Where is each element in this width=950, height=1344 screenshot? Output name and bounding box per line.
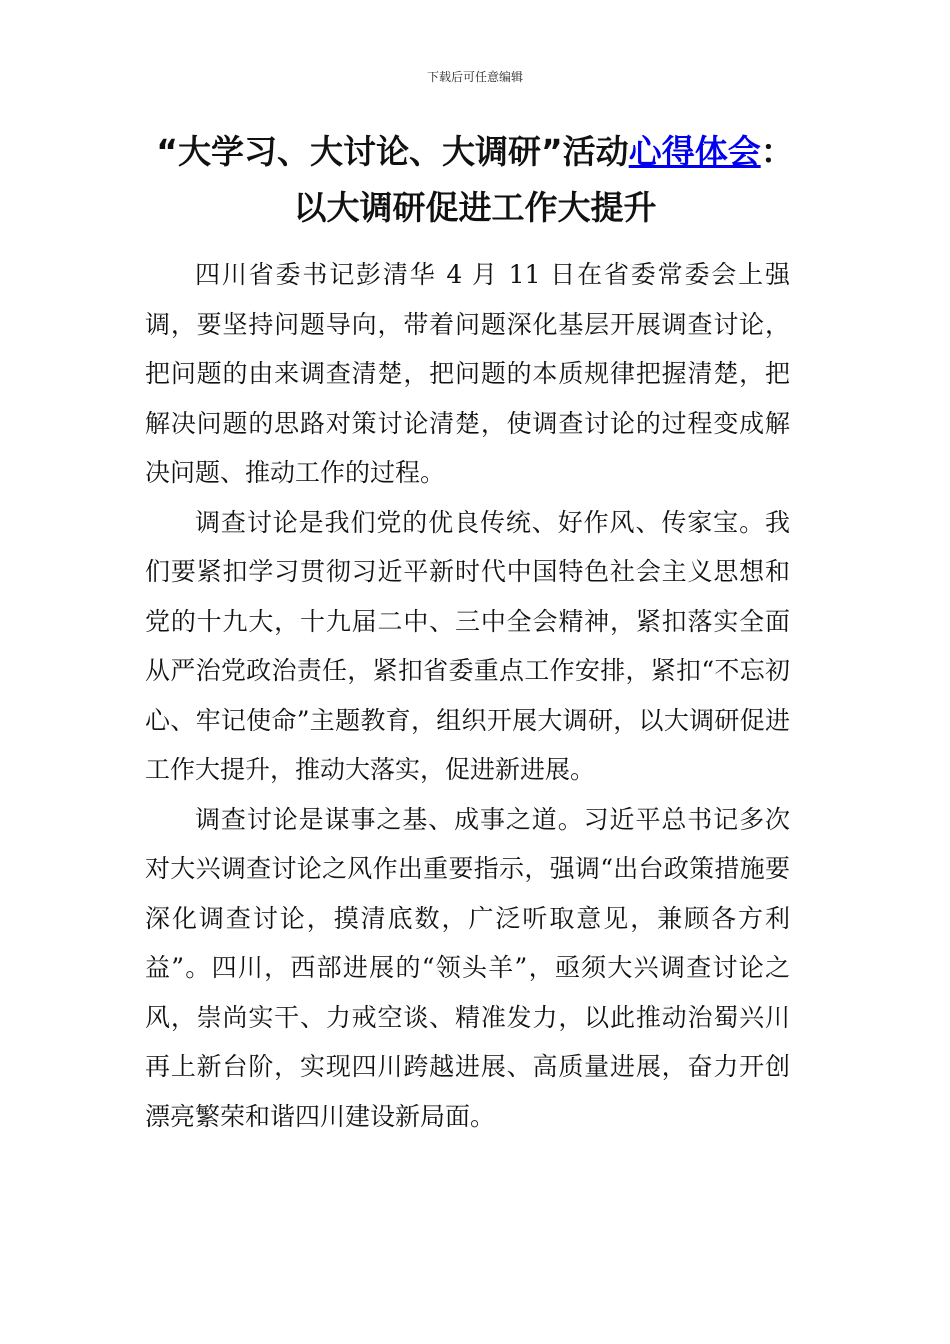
title-link[interactable]: 心得体会 bbox=[628, 132, 761, 171]
title-suffix: ：以大调研促进工作大提升 bbox=[293, 132, 794, 227]
paragraph: 调查讨论是谋事之基、成事之道。习近平总书记多次对大兴调查讨论之风作出重要指示，强调“出台政策措施要深化调查讨论，摸清底数，广泛听取意见，兼顾各方利益”。四川，西部进展的“领头羊”，亟须大兴调查讨论之风，崇尚实干、力戒空谈、精准发力，以此推动治蜀兴川再上新台阶，实现四川跨越进展、高质量进展，奋力开创漂亮繁荣和谐四川建设新局面。 bbox=[145, 804, 790, 1131]
title-prefix: “大学习、大讨论、大调研”活动 bbox=[156, 132, 629, 171]
paragraph: 四川省委书记彭清华 4 月 11 日在省委常委会上强调，要坚持问题导向，带着问题深化基层开展调查讨论，把问题的由来调查清楚，把问题的本质规律把握清楚，把解决问题的思路对策讨论清楚，使调查讨论的过程变成解决问题、推动工作的过程。 bbox=[145, 260, 790, 487]
header-note: 下载后可任意编辑 bbox=[426, 70, 523, 84]
document-title bbox=[145, 124, 805, 236]
paragraph: 调查讨论是我们党的优良传统、好作风、传家宝。我们要紧扣学习贯彻习近平新时代中国特色社会主义思想和党的十九大，十九届二中、三中全会精神，紧扣落实全面从严治党政治责任，紧扣省委重点工作安排，紧扣“不忘初心、牢记使命”主题教育，组织开展大调研，以大调研促进工作大提升，推动大落实，促进新进展。 bbox=[145, 507, 790, 784]
document-body bbox=[145, 250, 790, 1141]
